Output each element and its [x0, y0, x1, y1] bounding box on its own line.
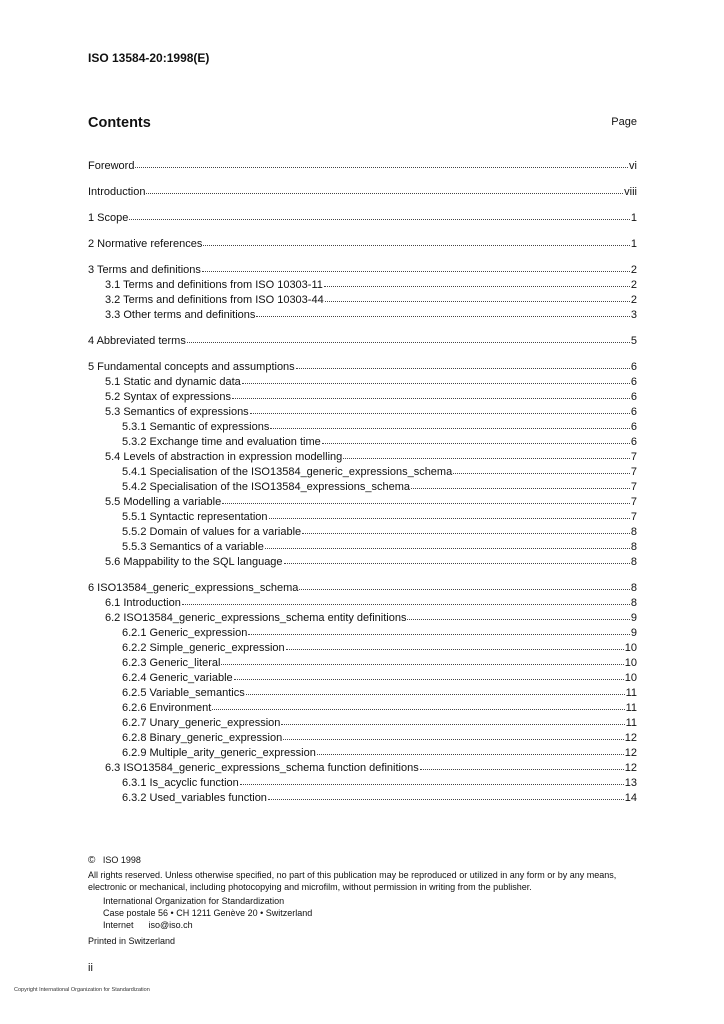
- toc-leader-dots: [246, 685, 625, 695]
- toc-entry-page: 8: [630, 582, 637, 594]
- toc-leader-dots: [250, 404, 630, 414]
- toc-entry[interactable]: [88, 404, 637, 419]
- toc-entry[interactable]: [88, 670, 637, 685]
- toc-entry-page: 7: [630, 451, 637, 463]
- toc-entry-page: 6: [630, 361, 637, 373]
- toc-entry[interactable]: [88, 595, 637, 610]
- toc-entry-page: 9: [630, 612, 637, 624]
- toc-entry[interactable]: [88, 610, 637, 625]
- toc-entry-page: 6: [630, 421, 637, 433]
- toc-entry-title: 1 Scope: [88, 212, 129, 224]
- toc-leader-dots: [302, 524, 630, 534]
- toc-entry-title: 3 Terms and definitions: [88, 264, 201, 276]
- toc-leader-dots: [232, 389, 630, 399]
- toc-entry-title: 5.3 Semantics of expressions: [105, 406, 249, 418]
- toc-leader-dots: [270, 419, 630, 429]
- toc-entry-title: 5.4.1 Specialisation of the ISO13584_generic_expressions_schema: [122, 466, 453, 478]
- toc-entry[interactable]: [88, 374, 637, 389]
- toc-leader-dots: [322, 434, 630, 444]
- toc-leader-dots: [203, 236, 630, 246]
- toc-entry-title: 5.6 Mappability to the SQL language: [105, 556, 283, 568]
- table-of-contents: [88, 158, 637, 816]
- toc-entry-title: 6.2.3 Generic_literal: [122, 657, 221, 669]
- toc-entry-title: 5.3.2 Exchange time and evaluation time: [122, 436, 321, 448]
- toc-entry-page: 13: [624, 777, 637, 789]
- toc-entry-page: 2: [630, 294, 637, 306]
- page-number: ii: [88, 962, 93, 974]
- toc-leader-dots: [299, 580, 630, 590]
- toc-leader-dots: [317, 745, 624, 755]
- toc-entry-page: 10: [624, 672, 637, 684]
- toc-leader-dots: [182, 595, 630, 605]
- copyright-symbol: ©: [88, 855, 96, 866]
- toc-entry[interactable]: [88, 479, 637, 494]
- toc-entry-title: 6.2.4 Generic_variable: [122, 672, 233, 684]
- toc-leader-dots: [265, 539, 630, 549]
- toc-entry-title: 5 Fundamental concepts and assumptions: [88, 361, 295, 373]
- toc-leader-dots: [453, 464, 630, 474]
- toc-entry-title: 2 Normative references: [88, 238, 203, 250]
- toc-entry[interactable]: [88, 745, 637, 760]
- toc-entry-title: Foreword: [88, 160, 135, 172]
- toc-entry-title: 4 Abbreviated terms: [88, 335, 186, 347]
- toc-leader-dots: [256, 307, 629, 317]
- toc-entry-title: 5.5.1 Syntactic representation: [122, 511, 268, 523]
- toc-group: [88, 158, 637, 173]
- publisher-address: [88, 895, 638, 931]
- toc-entry-page: 8: [630, 556, 637, 568]
- toc-entry-title: 5.1 Static and dynamic data: [105, 376, 241, 388]
- toc-leader-dots: [296, 359, 630, 369]
- toc-entry-title: 6.2.2 Simple_generic_expression: [122, 642, 285, 654]
- toc-leader-dots: [222, 494, 630, 504]
- toc-entry[interactable]: [88, 449, 637, 464]
- toc-entry[interactable]: [88, 494, 637, 509]
- toc-leader-dots: [343, 449, 630, 459]
- toc-leader-dots: [284, 554, 630, 564]
- toc-leader-dots: [240, 775, 624, 785]
- toc-entry-title: 6.2.1 Generic_expression: [122, 627, 248, 639]
- toc-entry-page: 11: [625, 687, 637, 699]
- toc-entry-title: 3.1 Terms and definitions from ISO 10303-11: [105, 279, 323, 291]
- toc-entry[interactable]: [88, 730, 637, 745]
- printed-in: Printed in Switzerland: [88, 936, 176, 946]
- toc-entry-page: 7: [630, 466, 637, 478]
- toc-group: [88, 236, 637, 251]
- toc-entry-title: 6.2.9 Multiple_arity_generic_expression: [122, 747, 316, 759]
- toc-entry[interactable]: [88, 685, 637, 700]
- toc-entry-page: 6: [630, 406, 637, 418]
- toc-entry-page: 6: [630, 376, 637, 388]
- toc-entry-title: 3.2 Terms and definitions from ISO 10303-44: [105, 294, 324, 306]
- toc-leader-dots: [187, 333, 630, 343]
- rights-statement: All rights reserved. Unless otherwise specified, no part of this publication may be reproduced or utilized in any form or by any means, electronic or mechanical, including photocopying and microfilm, without permission in writing from the publisher.: [88, 870, 617, 892]
- toc-leader-dots: [129, 210, 630, 220]
- toc-entry-page: 12: [624, 732, 637, 744]
- toc-leader-dots: [269, 509, 630, 519]
- toc-leader-dots: [202, 262, 630, 272]
- toc-entry[interactable]: [88, 158, 637, 173]
- toc-entry-page: 8: [630, 526, 637, 538]
- toc-entry-page: 2: [630, 279, 637, 291]
- toc-group: [88, 210, 637, 225]
- toc-entry-title: Introduction: [88, 186, 146, 198]
- publisher-org: International Organization for Standardization: [103, 896, 285, 906]
- toc-entry[interactable]: [88, 210, 637, 225]
- toc-entry-page: 7: [630, 481, 637, 493]
- toc-entry-page: 10: [624, 657, 637, 669]
- toc-entry-title: 6.3.2 Used_variables function: [122, 792, 267, 804]
- footer-copyright-note: Copyright International Organization for Standardization: [14, 987, 150, 993]
- toc-leader-dots: [212, 700, 624, 710]
- toc-entry-page: 7: [630, 511, 637, 523]
- toc-entry-page: 10: [624, 642, 637, 654]
- toc-leader-dots: [146, 184, 623, 194]
- toc-entry[interactable]: [88, 292, 637, 307]
- toc-leader-dots: [248, 625, 630, 635]
- toc-entry-title: 6.3 ISO13584_generic_expressions_schema function definitions: [105, 762, 419, 774]
- toc-entry[interactable]: [88, 625, 637, 640]
- toc-entry-title: 5.5 Modelling a variable: [105, 496, 222, 508]
- toc-entry[interactable]: [88, 580, 637, 595]
- toc-leader-dots: [407, 610, 629, 620]
- toc-entry-page: 8: [630, 541, 637, 553]
- toc-entry-title: 6 ISO13584_generic_expressions_schema: [88, 582, 299, 594]
- toc-entry[interactable]: [88, 464, 637, 479]
- toc-entry-title: 5.5.3 Semantics of a variable: [122, 541, 264, 553]
- toc-entry-page: 9: [630, 627, 637, 639]
- toc-leader-dots: [135, 158, 628, 168]
- toc-entry[interactable]: [88, 715, 637, 730]
- toc-entry[interactable]: [88, 277, 637, 292]
- toc-entry[interactable]: [88, 434, 637, 449]
- toc-entry-page: 2: [630, 264, 637, 276]
- toc-entry[interactable]: [88, 700, 637, 715]
- toc-entry-page: 12: [624, 747, 637, 759]
- toc-entry-title: 5.4.2 Specialisation of the ISO13584_expressions_schema: [122, 481, 411, 493]
- toc-group: [88, 580, 637, 805]
- toc-leader-dots: [268, 790, 624, 800]
- toc-entry-title: 5.2 Syntax of expressions: [105, 391, 231, 403]
- toc-entry[interactable]: [88, 236, 637, 251]
- toc-entry[interactable]: [88, 389, 637, 404]
- toc-entry-title: 3.3 Other terms and definitions: [105, 309, 256, 321]
- document-id-header: ISO 13584-20:1998(E): [88, 51, 210, 65]
- toc-entry[interactable]: [88, 760, 637, 775]
- toc-leader-dots: [411, 479, 630, 489]
- toc-entry-page: 1: [630, 238, 637, 250]
- toc-entry[interactable]: [88, 775, 637, 790]
- toc-entry-title: 6.2.6 Environment: [122, 702, 212, 714]
- toc-entry[interactable]: [88, 655, 637, 670]
- toc-leader-dots: [325, 292, 630, 302]
- toc-entry[interactable]: [88, 333, 637, 348]
- toc-entry[interactable]: [88, 640, 637, 655]
- toc-entry-title: 6.3.1 Is_acyclic function: [122, 777, 239, 789]
- toc-entry[interactable]: [88, 419, 637, 434]
- toc-entry-page: 12: [624, 762, 637, 774]
- toc-entry-title: 6.2 ISO13584_generic_expressions_schema entity definitions: [105, 612, 407, 624]
- toc-entry-page: 7: [630, 496, 637, 508]
- toc-entry[interactable]: [88, 262, 637, 277]
- toc-entry[interactable]: [88, 307, 637, 322]
- toc-entry[interactable]: [88, 790, 637, 805]
- toc-entry-title: 5.5.2 Domain of values for a variable: [122, 526, 302, 538]
- toc-entry-page: 6: [630, 391, 637, 403]
- toc-group: [88, 359, 637, 569]
- toc-leader-dots: [221, 655, 623, 665]
- toc-entry[interactable]: [88, 509, 637, 524]
- toc-group: [88, 184, 637, 199]
- toc-entry-page: 11: [625, 702, 637, 714]
- toc-entry-page: 8: [630, 597, 637, 609]
- toc-leader-dots: [281, 715, 624, 725]
- toc-entry[interactable]: [88, 184, 637, 199]
- copyright-year: ISO 1998: [102, 855, 141, 865]
- toc-leader-dots: [286, 640, 624, 650]
- toc-entry-page: 1: [630, 212, 637, 224]
- toc-entry-title: 6.1 Introduction: [105, 597, 181, 609]
- toc-entry[interactable]: [88, 524, 637, 539]
- toc-leader-dots: [242, 374, 630, 384]
- toc-entry-title: 6.2.7 Unary_generic_expression: [122, 717, 281, 729]
- contents-title: Contents: [88, 115, 151, 131]
- page-column-label: Page: [611, 116, 637, 128]
- toc-entry-page: 14: [624, 792, 637, 804]
- toc-entry-title: 6.2.5 Variable_semantics: [122, 687, 245, 699]
- toc-entry[interactable]: [88, 554, 637, 569]
- toc-leader-dots: [420, 760, 624, 770]
- copyright-year-line: [88, 854, 638, 867]
- toc-entry-page: vi: [629, 160, 637, 172]
- publisher-internet: Internet iso@iso.ch: [103, 920, 193, 930]
- toc-entry-page: 5: [630, 335, 637, 347]
- toc-entry[interactable]: [88, 359, 637, 374]
- publisher-postal: Case postale 56 • CH 1211 Genève 20 • Switzerland: [103, 908, 313, 918]
- toc-entry-page: 6: [630, 436, 637, 448]
- toc-entry-page: 11: [625, 717, 637, 729]
- toc-leader-dots: [324, 277, 630, 287]
- toc-entry-page: 3: [630, 309, 637, 321]
- toc-entry[interactable]: [88, 539, 637, 554]
- toc-group: [88, 262, 637, 322]
- toc-entry-title: 5.3.1 Semantic of expressions: [122, 421, 270, 433]
- toc-entry-page: viii: [624, 186, 637, 198]
- toc-entry-title: 6.2.8 Binary_generic_expression: [122, 732, 283, 744]
- toc-entry-title: 5.4 Levels of abstraction in expression modelling: [105, 451, 343, 463]
- copyright-block: [88, 854, 638, 947]
- toc-leader-dots: [283, 730, 624, 740]
- toc-group: [88, 333, 637, 348]
- toc-leader-dots: [234, 670, 624, 680]
